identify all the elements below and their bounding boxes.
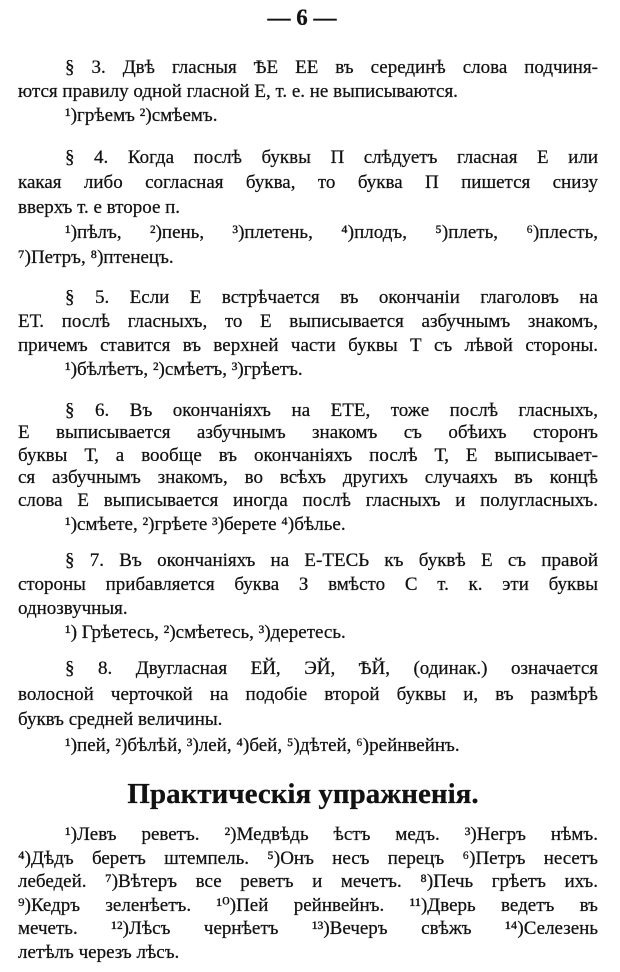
section-4-example-line-1: ¹)пѣлъ, ²)пень, ³)плетень, ⁴)плодъ, ⁵)плеть, ⁶)плесть, xyxy=(65,222,598,243)
page-number: — 6 — xyxy=(267,5,337,30)
section-6-line-2: Е выписывается азбучнымъ знакомъ съ обѣихъ сторонъ xyxy=(18,422,598,444)
section-4-line-2: какая либо согласная буква, то буква П пишется снизу xyxy=(18,172,598,193)
exercise-line-6: летѣлъ черезъ лѣсъ. xyxy=(18,941,180,963)
section-6-line-4: ся азбучнымъ знакомъ, во всѣхъ другихъ случаяхъ въ концѣ xyxy=(18,467,598,489)
section-7-line-1: § 7. Въ окончаніяхъ на Е-ТЕСЬ къ буквѣ Е съ правой xyxy=(65,550,598,571)
section-5-line-1: § 5. Если Е встрѣчается въ окончаніи глаголовъ на xyxy=(65,287,598,308)
section-5-line-3: причемъ ставится въ верхней части буквы Т съ лѣвой стороны. xyxy=(18,335,598,356)
section-3-line-2: ются правилу одной гласной Е, т. е. не выписываются. xyxy=(18,81,458,102)
section-7 xyxy=(18,549,598,645)
exercises-title: Практическія упражненія. xyxy=(127,778,479,810)
section-8-line-3: буквъ средней величины. xyxy=(18,709,223,730)
section-4-line-3: вверхъ т. е второе п. xyxy=(18,197,181,218)
exercise-line-3: лебедей. ⁷)Вѣтеръ все реветъ и мечетъ. ⁸)Печь грѣетъ ихъ. xyxy=(18,871,598,893)
section-8 xyxy=(18,656,598,758)
section-6 xyxy=(18,400,598,536)
section-5-example-line-1: ¹)бѣлѣетъ, ²)смѣетъ, ³)грѣетъ. xyxy=(65,359,303,380)
section-7-line-2: стороны прибавляется буква З вмѣсто С т. к. эти буквы xyxy=(18,574,598,595)
section-5 xyxy=(18,286,598,382)
section-4-example-line-2: ⁷)Петръ, ⁸)птенецъ. xyxy=(18,247,174,268)
exercises xyxy=(18,823,598,965)
section-3-example-line-1: ¹)грѣемъ ²)смѣемъ. xyxy=(65,105,218,126)
section-6-line-5: слова Е выписывается иногда послѣ гласныхъ и полугласныхъ. xyxy=(18,489,598,511)
exercise-line-1: ¹)Левъ реветъ. ²)Медвѣдь ѣстъ медъ. ³)Негръ нѣмъ. xyxy=(65,824,598,845)
section-6-example-line-1: ¹)смѣете, ²)грѣете ³)берете ⁴)бѣлье. xyxy=(65,514,346,536)
exercise-line-2: ⁴)Дѣдъ беретъ штемпель. ⁵)Онъ несъ перецъ ⁶)Петръ несетъ xyxy=(18,847,598,869)
section-8-line-1: § 8. Двугласная ЕЙ, ЭЙ, ѢЙ, (одинак.) означается xyxy=(65,658,598,679)
section-4 xyxy=(18,145,598,270)
section-8-example-line-1: ¹)пей, ²)бѣлѣй, ³)лей, ⁴)бей, ⁵)дѣтей, ⁶)рейнвейнъ. xyxy=(65,734,460,756)
section-3-line-1: § 3. Двѣ гласныя ѢЕ ЕЕ въ серединѣ слова подчиня- xyxy=(65,57,598,78)
section-4-line-1: § 4. Когда послѣ буквы П слѣдуетъ гласная Е или xyxy=(65,147,598,168)
exercise-line-5: мечеть. ¹²)Лѣсъ чернѣетъ ¹³)Вечеръ свѣжъ ¹⁴)Селезень xyxy=(18,918,598,940)
section-8-line-2: волосной черточкой на подобіе второй буквы и, въ размѣрѣ xyxy=(18,683,598,705)
section-5-line-2: ЕТ. послѣ гласныхъ, то Е выписывается азбучнымъ знакомъ, xyxy=(18,311,598,332)
section-7-line-3: однозвучныя. xyxy=(18,598,128,619)
exercise-line-4: ⁹)Кедръ зеленѣетъ. ¹⁰)Пей рейнвейнъ. ¹¹)Дверь ведетъ въ xyxy=(18,894,598,916)
section-3 xyxy=(18,56,598,128)
section-7-example-line-1: ¹) Грѣетесь, ²)смѣетесь, ³)деретесь. xyxy=(65,622,346,643)
section-6-line-1: § 6. Въ окончаніяхъ на ЕТЕ, тоже послѣ гласныхъ, xyxy=(65,400,598,421)
section-6-line-3: буквы Т, а вообще въ окончаніяхъ послѣ Т, Е выписывает- xyxy=(18,444,598,466)
